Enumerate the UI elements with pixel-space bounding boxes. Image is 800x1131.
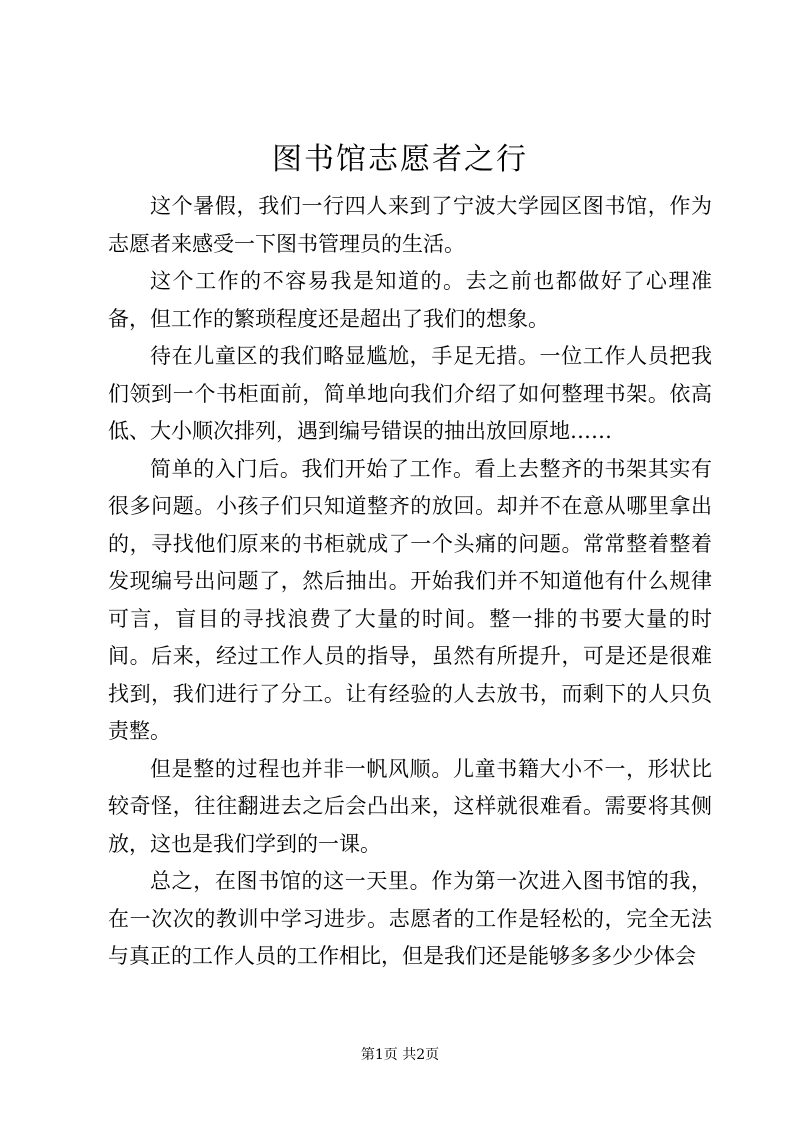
paragraph: 这个工作的不容易我是知道的。去之前也都做好了心理准备，但工作的繁琐程度还是超出了我们的想象。 xyxy=(108,269,712,331)
paragraph: 总之，在图书馆的这一天里。作为第一次进入图书馆的我，在一次次的教训中学习进步。志愿者的工作是轻松的，完全无法与真正的工作人员的工作相比，但是我们还是能够多多少少体会 xyxy=(108,869,712,968)
paragraph: 但是整的过程也并非一帆风顺。儿童书籍大小不一，形状比较奇怪，往往翻进去之后会凸出来，这样就很难看。需要将其侧放，这也是我们学到的一课。 xyxy=(108,756,712,856)
paragraph: 简单的入门后。我们开始了工作。看上去整齐的书架其实有很多问题。小孩子们只知道整齐的放回。却并不在意从哪里拿出的，寻找他们原来的书柜就成了一个头痛的问题。常常整着整着发现编号出问题了，然后抽出。开始我们并不知道他有什么规律可言，盲目的寻找浪费了大量的时间。整一排的书要大量的时间。后来，经过工作人员的指导，虽然有所提升，可是还是很难找到，我们进行了分工。让有经验的人去放书，而剩下的人只负责整。 xyxy=(108,456,712,743)
document-body xyxy=(108,188,712,976)
page-number-footer: 第1页 共2页 xyxy=(360,1047,440,1063)
document-title: 图书馆志愿者之行 xyxy=(272,142,528,177)
paragraph: 待在儿童区的我们略显尴尬，手足无措。一位工作人员把我们领到一个书柜面前，简单地向我们介绍了如何整理书架。依高低、大小顺次排列，遇到编号错误的抽出放回原地…… xyxy=(108,344,712,443)
paragraph: 这个暑假，我们一行四人来到了宁波大学园区图书馆，作为志愿者来感受一下图书管理员的生活。 xyxy=(108,194,712,256)
